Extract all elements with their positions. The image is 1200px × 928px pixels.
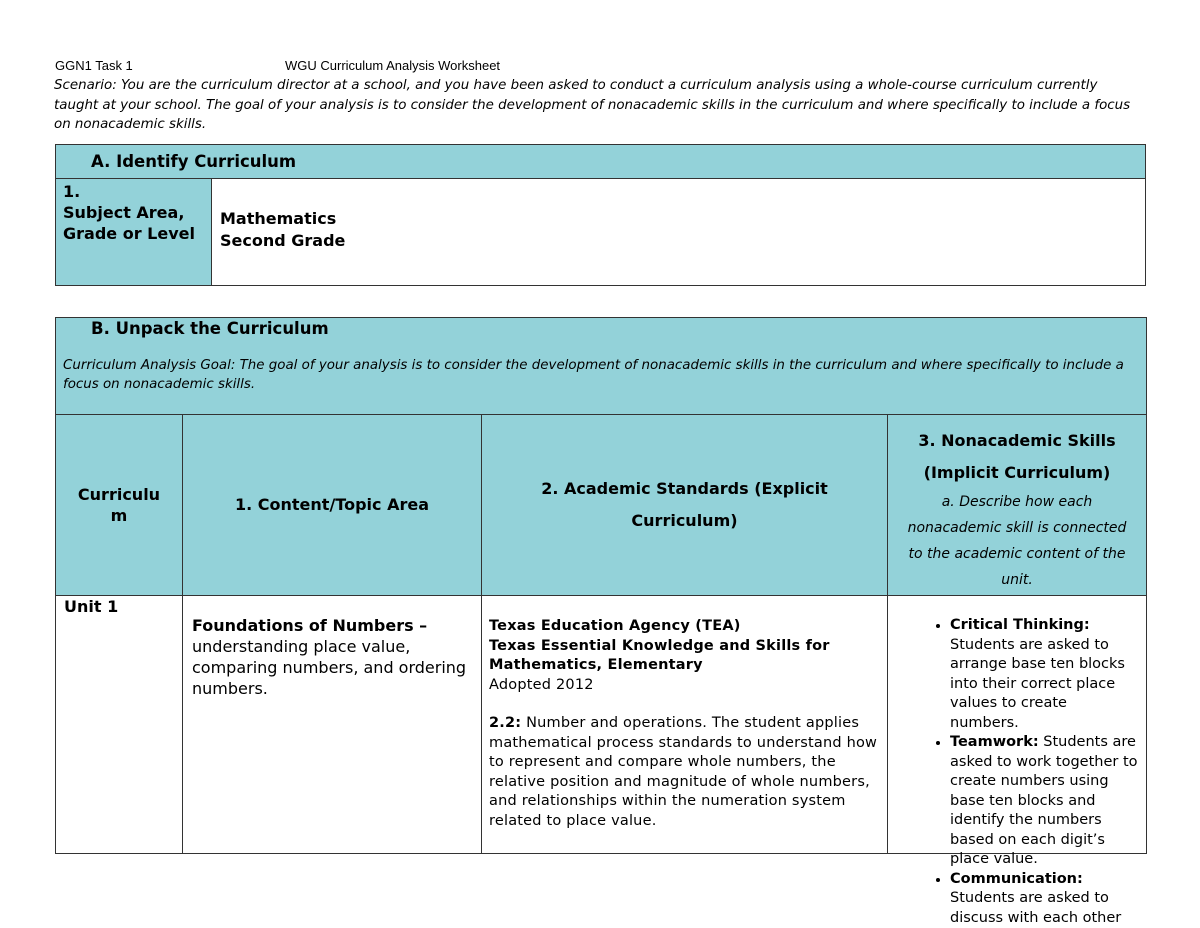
col-header-nonacademic-title: 3. Nonacademic Skills (Implicit Curriculum) bbox=[904, 425, 1130, 489]
section-b-header bbox=[56, 318, 1147, 415]
unit-label: Unit 1 bbox=[56, 596, 183, 854]
task-label: GGN1 Task 1 bbox=[55, 58, 133, 73]
identify-curriculum-table bbox=[55, 144, 1146, 286]
scenario-text: Scenario: You are the curriculum director at a school, and you have been asked to conduct a curriculum analysis using a whole-course curriculum currently taught at your school. The goal of your analysis is to consider the development of nonacademic skills in the curriculum and where specifically to include a focus on nonacademic skills. bbox=[54, 76, 1134, 135]
col-header-nonacademic-sub: a. Describe how each nonacademic skill is connected to the academic content of the unit. bbox=[904, 489, 1130, 593]
topic-description: understanding place value, comparing numbers, and ordering numbers. bbox=[192, 637, 466, 698]
list-item bbox=[950, 733, 1138, 870]
section-a-heading: A. Identify Curriculum bbox=[56, 145, 1146, 179]
skill-name: Critical Thinking: bbox=[950, 617, 1090, 633]
topic-cell bbox=[183, 596, 482, 854]
col-header-curriculum: Curriculu m bbox=[56, 415, 183, 596]
subject-value: Mathematics bbox=[220, 208, 1145, 230]
standards-title: Texas Essential Knowledge and Skills for Mathematics, Elementary bbox=[489, 637, 881, 676]
skill-text: Students are asked to arrange base ten blocks into their correct place values to create numbers. bbox=[950, 637, 1125, 731]
col-header-standards: 2. Academic Standards (Explicit Curriculum) bbox=[482, 415, 888, 596]
list-item bbox=[950, 616, 1138, 733]
subject-area-label-number: 1. bbox=[63, 181, 211, 202]
standards-adopted: Adopted 2012 bbox=[489, 676, 881, 696]
curriculum-analysis-goal: Curriculum Analysis Goal: The goal of your analysis is to consider the development of nonacademic skills in the curriculum and where specifically to include a focus on nonacademic skills. bbox=[56, 338, 1146, 394]
topic-title: Foundations of Numbers – bbox=[192, 616, 427, 635]
worksheet-title: WGU Curriculum Analysis Worksheet bbox=[285, 58, 500, 73]
list-item bbox=[950, 870, 1138, 928]
section-b-heading: B. Unpack the Curriculum bbox=[56, 318, 1146, 338]
subject-area-label bbox=[56, 179, 212, 286]
unpack-curriculum-table bbox=[55, 317, 1147, 854]
grade-value: Second Grade bbox=[220, 230, 1145, 252]
col-header-nonacademic bbox=[888, 415, 1147, 596]
skill-text: Students are asked to work together to create numbers using base ten blocks and identify the numbers based on each digit’s place value. bbox=[950, 734, 1138, 867]
subject-area-label-text: Subject Area, Grade or Level bbox=[63, 202, 211, 244]
skill-name: Communication: bbox=[950, 871, 1083, 887]
table-row bbox=[56, 596, 1147, 854]
standards-cell bbox=[482, 596, 888, 854]
standard-item bbox=[489, 714, 881, 831]
skill-text: Students are asked to discuss with each other bbox=[950, 890, 1121, 926]
standard-code: 2.2: bbox=[489, 715, 521, 731]
skill-name: Teamwork: bbox=[950, 734, 1039, 750]
skills-list bbox=[888, 616, 1138, 928]
col-header-content: 1. Content/Topic Area bbox=[183, 415, 482, 596]
standards-agency: Texas Education Agency (TEA) bbox=[489, 617, 881, 637]
standard-text: Number and operations. The student applies mathematical process standards to understand how to represent and compare whole numbers, the relative position and magnitude of whole numbers, and relationships within the numeration system related to place value. bbox=[489, 715, 877, 829]
nonacademic-skills-cell bbox=[888, 596, 1147, 854]
subject-area-value bbox=[212, 179, 1146, 286]
